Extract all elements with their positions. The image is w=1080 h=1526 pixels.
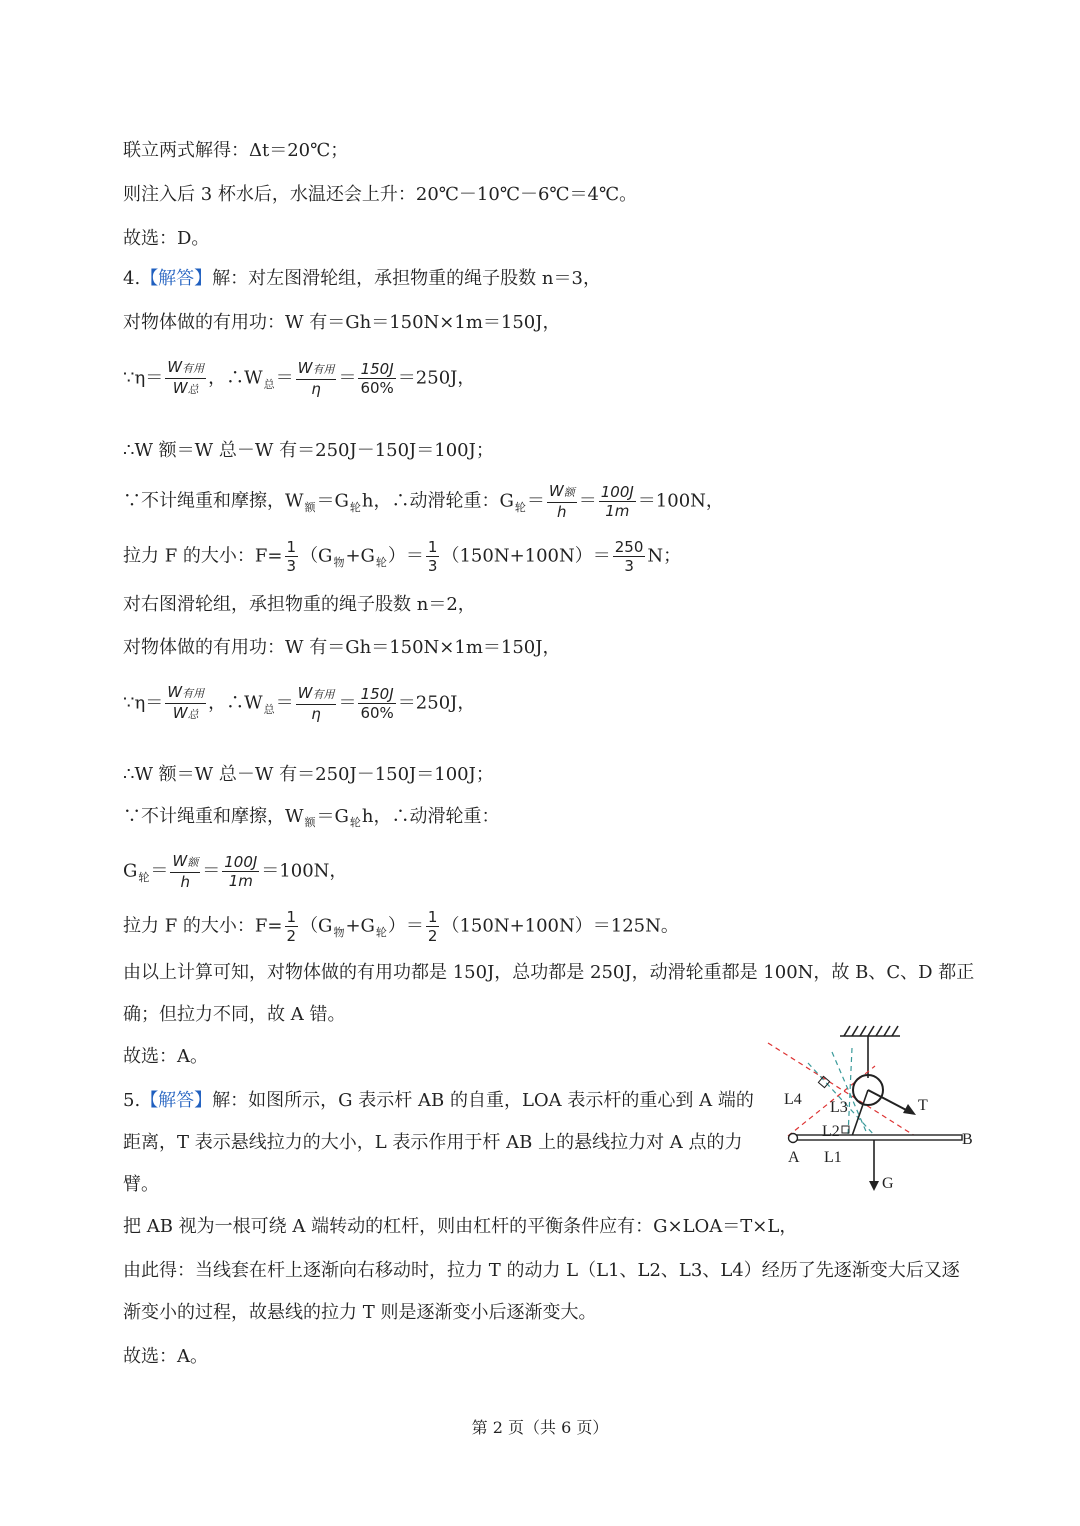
fraction: $\frac{\text{W有用}}{\eta}$ [297, 684, 335, 723]
text-line: 由以上计算可知，对物体做的有用功都是 150J，总功都是 250J，动滑轮重都是 100N，故 B、C、D 都正 [123, 962, 975, 983]
text-line: 对右图滑轮组，承担物重的绳子股数 n＝2， [123, 594, 476, 615]
label-g: G [882, 1175, 894, 1192]
fraction: $\frac{100J}{1m}$ [600, 483, 634, 520]
fraction: $\frac{\text{W有用}}{\text{W总}}$ [167, 358, 205, 397]
lever-rod [794, 1135, 962, 1140]
question-4-header [123, 268, 601, 290]
label-b: B [962, 1131, 973, 1148]
question-5-header [123, 1090, 754, 1112]
text-line: ∴W 额＝W 总－W 有＝250J－150J＝100J； [123, 440, 494, 461]
label-a: A [788, 1149, 800, 1166]
fraction: $\frac{\text{W有用}}{\eta}$ [297, 359, 335, 398]
answer-tag: 【解答】 [140, 268, 213, 289]
text-line: 渐变小的过程，故悬线的拉力 T 则是逐渐变小后逐渐变大。 [123, 1302, 597, 1323]
gravity-arrowhead [869, 1181, 879, 1191]
text-line: 故选：A。 [123, 1046, 208, 1067]
label-l4: L4 [784, 1091, 802, 1108]
text-line: ∴W 额＝W 总－W 有＝250J－150J＝100J； [123, 764, 494, 785]
fraction: $\frac{1}{2}$ [427, 908, 438, 945]
text-line: 则注入后 3 杯水后，水温还会上升：20℃－10℃－6℃＝4℃。 [123, 184, 638, 205]
fraction: $\frac{100J}{1m}$ [224, 853, 258, 890]
fraction: $\frac{\text{W额}}{h}$ [172, 852, 199, 891]
text-line: 臂。 [123, 1174, 159, 1195]
fraction: $\frac{1}{3}$ [286, 538, 297, 575]
question-text: 解：对左图滑轮组，承担物重的绳子股数 n＝3， [212, 268, 601, 289]
pivot-a [789, 1134, 798, 1143]
label-l3: L3 [830, 1099, 848, 1116]
wheel-weight-formula: $G_轮=$ $\frac{\text{W额}}{h}$ ＝ $\frac{100J}{1m}$ ＝100N， [123, 852, 348, 891]
text-line: 故选：D。 [123, 228, 210, 249]
text-line: 对物体做的有用功：W 有＝Gh＝150N×1m＝150J， [123, 637, 561, 658]
text-line: 确；但拉力不同，故 A 错。 [123, 1004, 346, 1025]
fraction: $\frac{1}{2}$ [286, 908, 297, 945]
fraction: $\frac{250}{3}$ [614, 538, 644, 575]
text-line: ∵不计绳重和摩擦，$W_额=G_轮h$，∴动滑轮重： [123, 806, 500, 829]
fraction: $\frac{\text{W有用}}{\text{W总}}$ [167, 683, 205, 722]
page-footer: 第 2 页（共 6 页） [471, 1418, 609, 1437]
teal-dashed-line [848, 1048, 852, 1136]
text-line: 故选：A。 [123, 1346, 208, 1367]
wheel-weight-formula: ∵不计绳重和摩擦，$W_额=G_轮h$，∴动滑轮重：$G_轮=$ $\frac{\text{W额}}{h}$ ＝ $\frac{100J}{1m}$ ＝100N， [123, 482, 724, 521]
text-line: 距离，T 表示悬线拉力的大小，L 表示作用于杆 AB 上的悬线拉力对 A 点的力 [123, 1132, 743, 1153]
question-text: 解：如图所示，G 表示杆 AB 的自重，LOA 表示杆的重心到 A 端的 [212, 1090, 754, 1111]
answer-tag: 【解答】 [140, 1090, 213, 1111]
fraction: $\frac{\text{W额}}{h}$ [548, 482, 575, 521]
text-line: 联立两式解得：Δt＝20℃； [123, 140, 349, 161]
text-line: 对物体做的有用功：W 有＝Gh＝150N×1m＝150J， [123, 312, 561, 333]
tension-arrow [868, 1090, 910, 1112]
question-number: 5. [123, 1090, 141, 1111]
efficiency-formula: ∵η＝ $\frac{\text{W有用}}{\text{W总}}$ ，$\therefore W_总=$ $\frac{\text{W有用}}{\eta}$ ＝ $\frac{150J}{60\%}$ ＝250J， [123, 683, 476, 723]
formula-text: ，∴W [208, 367, 263, 389]
label-l1: L1 [824, 1149, 842, 1166]
force-formula: 拉力 F 的大小：F= $\frac{1}{2}$ $(G_物+G_轮)=$ $\frac{1}{2}$ （150N+100N）＝125N。 [123, 908, 679, 945]
question-number: 4. [123, 268, 141, 289]
fraction: $\frac{150J}{60\%}$ [360, 685, 394, 722]
fraction: $\frac{150J}{60\%}$ [360, 360, 394, 397]
tension-arrowhead [903, 1104, 916, 1115]
ceiling-support [840, 1026, 900, 1078]
label-t: T [918, 1097, 928, 1114]
efficiency-formula: ∵η＝ $\frac{\text{W有用}}{\text{W总}}$ ，$\therefore W_总=$ $\frac{\text{W有用}}{\eta}$ ＝ $\frac{150J}{60\%}$ ＝250J， [123, 358, 476, 398]
force-formula: 拉力 F 的大小：F= $\frac{1}{3}$ $(G_物+G_轮)=$ $\frac{1}{3}$ （150N+100N）＝ $\frac{250}{3}$ N； [123, 538, 682, 575]
text-line: 把 AB 视为一根可绕 A 端转动的杠杆，则由杠杆的平衡条件应有：G×LOA＝T×L， [123, 1216, 798, 1237]
text-line: 由此得：当线套在杆上逐渐向右移动时，拉力 T 的动力 L（L1、L2、L3、L4）经历了先逐渐变大后又逐 [123, 1260, 960, 1281]
red-dashed-line [768, 1043, 915, 1136]
lever-diagram [760, 1018, 980, 1200]
formula-text: ∵η＝ [123, 367, 164, 389]
fraction: $\frac{1}{3}$ [427, 538, 438, 575]
label-l2: L2 [822, 1123, 840, 1140]
